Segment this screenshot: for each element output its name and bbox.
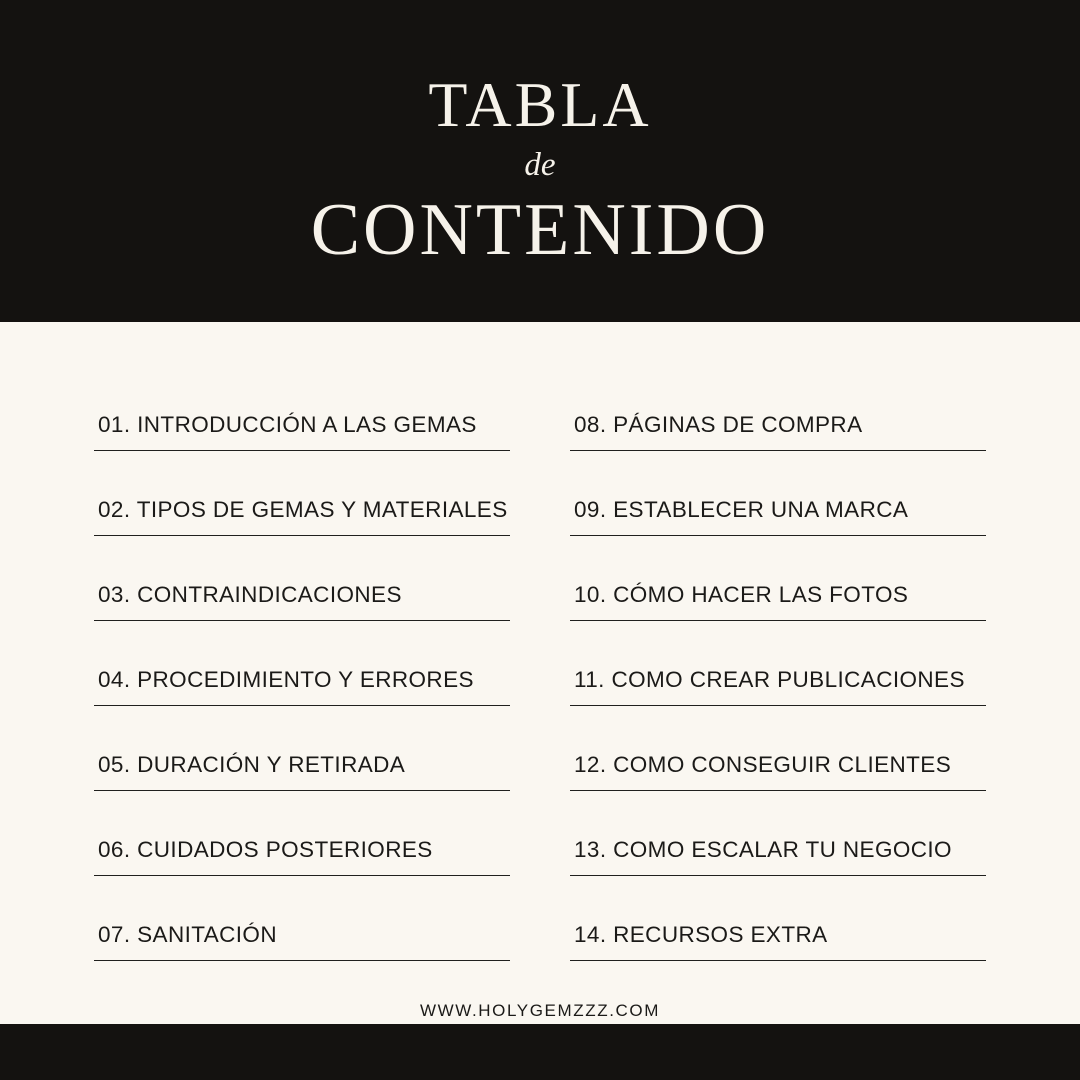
toc-entry[interactable] xyxy=(570,536,986,621)
toc-entry-label: 05. DURACIÓN Y RETIRADA xyxy=(98,752,406,777)
toc-entry[interactable] xyxy=(570,366,986,451)
toc-column-right xyxy=(570,366,986,961)
toc-entry[interactable] xyxy=(94,706,510,791)
toc-entry[interactable] xyxy=(570,706,986,791)
toc-entry[interactable] xyxy=(570,451,986,536)
page-title-line2: CONTENIDO xyxy=(310,188,770,271)
toc-entry-label: 06. CUIDADOS POSTERIORES xyxy=(98,837,433,862)
footer-bar xyxy=(0,1024,1080,1080)
toc-entry[interactable] xyxy=(570,621,986,706)
toc-entry-label: 10. CÓMO HACER LAS FOTOS xyxy=(574,582,909,607)
toc-entry-label: 14. RECURSOS EXTRA xyxy=(574,922,828,947)
toc-entry-label: 03. CONTRAINDICACIONES xyxy=(98,582,402,607)
toc-entry[interactable] xyxy=(94,791,510,876)
page-title-connector: de xyxy=(524,147,556,184)
toc-columns xyxy=(94,366,986,961)
toc-entry-label: 08. PÁGINAS DE COMPRA xyxy=(574,412,863,437)
toc-entry-label: 13. COMO ESCALAR TU NEGOCIO xyxy=(574,837,952,862)
toc-entry[interactable] xyxy=(94,451,510,536)
toc-entry[interactable] xyxy=(570,876,986,961)
toc-content xyxy=(0,322,1080,1024)
toc-entry-label: 04. PROCEDIMIENTO Y ERRORES xyxy=(98,667,474,692)
page-header xyxy=(0,0,1080,322)
toc-entry-label: 01. INTRODUCCIÓN A LAS GEMAS xyxy=(98,412,477,437)
website-url[interactable]: WWW.HOLYGEMZZZ.COM xyxy=(419,1001,660,1020)
toc-entry-label: 07. SANITACIÓN xyxy=(98,922,277,947)
toc-column-left xyxy=(94,366,510,961)
page-title-line1: TABLA xyxy=(428,69,652,141)
toc-entry[interactable] xyxy=(94,876,510,961)
toc-entry[interactable] xyxy=(94,621,510,706)
toc-entry[interactable] xyxy=(94,366,510,451)
toc-entry[interactable] xyxy=(570,791,986,876)
toc-entry-label: 02. TIPOS DE GEMAS Y MATERIALES xyxy=(98,497,508,522)
toc-entry-label: 09. ESTABLECER UNA MARCA xyxy=(574,497,909,522)
toc-entry-label: 12. COMO CONSEGUIR CLIENTES xyxy=(574,752,952,777)
toc-entry[interactable] xyxy=(94,536,510,621)
toc-entry-label: 11. COMO CREAR PUBLICACIONES xyxy=(574,667,965,692)
